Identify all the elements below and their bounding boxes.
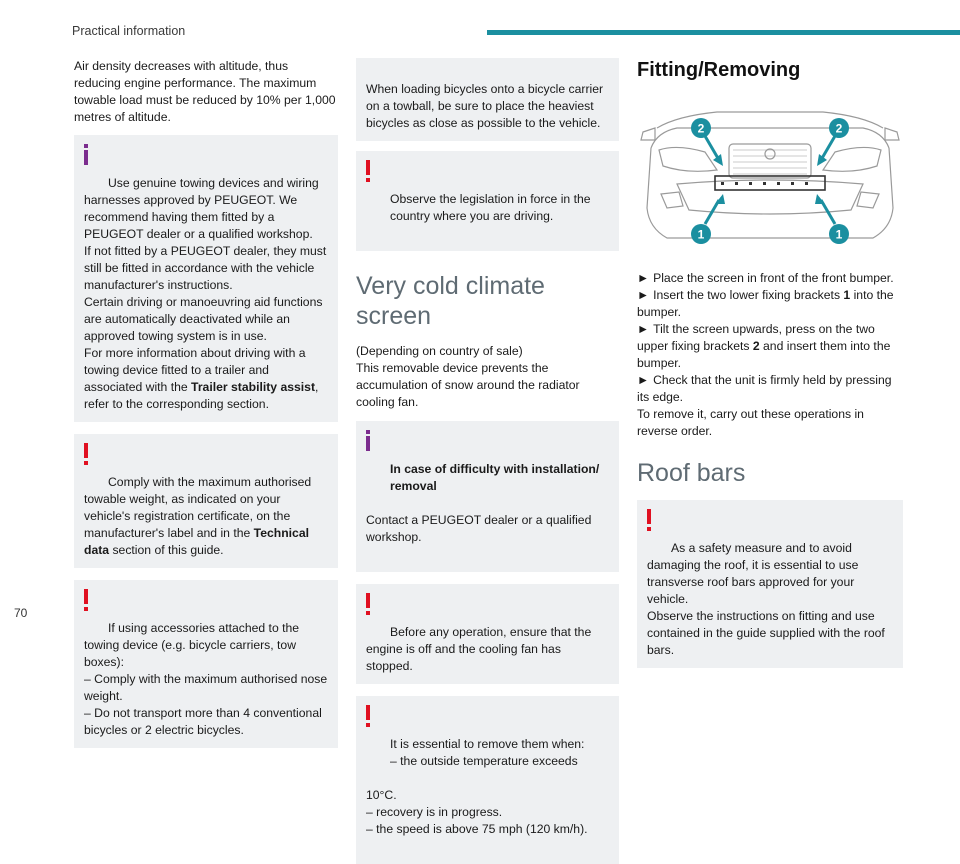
warning-tail: section of this guide.	[109, 543, 224, 557]
column-right	[637, 58, 903, 668]
info-icon	[364, 430, 372, 452]
info-box-installation	[356, 421, 619, 572]
trailer-stability-assist-term: Trailer stability assist	[191, 380, 316, 394]
info-box-towing-devices	[74, 135, 338, 422]
bicycle-loading-text: When loading bicycles onto a bicycle carrier on a towball, be sure to place the heaviest bicycles as close as possible to the vehicle.	[366, 82, 604, 130]
badge-label: 2	[835, 121, 843, 136]
step-1	[637, 270, 903, 287]
step-3	[637, 321, 903, 372]
warning-box-remove-conditions	[356, 696, 619, 864]
header-accent-bar	[487, 30, 960, 35]
altitude-paragraph: Air density decreases with altitude, thus reducing engine performance. The maximum towable load must be reduced by 10% per 1,000 metres of altitude.	[74, 59, 336, 124]
step-text: Tilt the screen upwards, press on the two upper fixing brackets	[637, 322, 875, 353]
arrow-icon: ►	[637, 271, 650, 285]
warning-icon	[82, 589, 90, 611]
heading-fitting-removing: Fitting/Removing	[637, 59, 801, 81]
step-text-tail: into the bumper.	[637, 288, 894, 319]
page-number: 70	[14, 606, 28, 620]
info-box-tail: , refer to the corresponding section.	[84, 380, 319, 411]
warning-text: stopped.	[366, 659, 413, 673]
warning-box-legislation	[356, 151, 619, 251]
warning-first-line: Comply with the maximum authorised towable weight, as indicated on your	[84, 475, 312, 506]
car-front-diagram	[637, 88, 903, 252]
bracket-1-badge-right	[829, 224, 849, 244]
info-box-first-line: Use genuine towing devices and wiring harnesses approved by PEUGEOT. We	[84, 176, 319, 207]
step-2	[637, 287, 903, 321]
step-text: Insert the two lower fixing brackets	[653, 288, 844, 302]
warning-first-line: As a safety measure and to avoid damaging the roof, it is essential to use	[647, 541, 859, 572]
warning-text: transverse roof bars approved for your vehicle. Observe the instructions on fitting and use contained in the guide supplied with the roof bars.	[647, 575, 885, 657]
arrow-icon: ►	[637, 322, 650, 336]
arrow-icon: ►	[637, 373, 650, 387]
heading-cold-climate-screen: Very cold climate screen	[356, 272, 545, 330]
info-icon	[82, 144, 90, 166]
bracket-number: 1	[843, 288, 851, 302]
warning-text: boxes): – Comply with the maximum authorised nose weight. – Do not transport more than 4 conventional bicycles or 2 electric bicycles.	[84, 655, 328, 737]
warning-icon	[82, 443, 90, 465]
warning-first-line: Before any operation, ensure that the engine is off and the cooling fan has	[366, 625, 592, 656]
warning-box-towable-weight	[74, 434, 338, 568]
step-text: Place the screen in front of the front bumper.	[653, 271, 894, 285]
arrow-icon: ►	[637, 288, 650, 302]
heading-roof-bars: Roof bars	[637, 459, 746, 487]
warning-text: vehicle's registration certificate, on the manufacturer's label and in the	[84, 509, 291, 540]
column-left	[74, 58, 338, 748]
bracket-1-badge-left	[691, 224, 711, 244]
warning-icon	[645, 509, 653, 531]
step-text: Check that the unit is firmly held by pressing its edge.	[637, 373, 892, 404]
technical-data-term: Technical data	[84, 526, 309, 557]
badge-label: 1	[835, 227, 843, 242]
legislation-text: Observe the legislation in force in the country where you are driving.	[390, 192, 591, 223]
warning-first-line: If using accessories attached to the towing device (e.g. bicycle carriers, tow	[84, 621, 300, 652]
warning-icon	[364, 593, 372, 615]
bracket-number: 2	[752, 339, 760, 353]
bicycle-loading-box	[356, 58, 619, 141]
remove-instructions: To remove it, carry out these operations in reverse order.	[637, 407, 864, 438]
column-middle	[356, 58, 619, 864]
info-box-text: recommend having them fitted by a PEUGEOT dealer or a qualified workshop. If not fitted by a PEUGEOT dealer, they must still be fitted in accordance with the vehicle manufacturer's instructions. Certain driving or manoeuvring aid functions are automatically deactivated while an approved towing system is in use. For more information about driving with a towing device fitted to a trailer and associated with the	[84, 210, 327, 394]
installation-contact-text: Contact a PEUGEOT dealer or a qualified workshop.	[366, 513, 592, 544]
bracket-2-badge-right	[829, 118, 849, 138]
badge-label: 2	[697, 121, 705, 136]
warning-box-roof-bars	[637, 500, 903, 668]
step-4	[637, 372, 903, 406]
step-text-tail: and insert them into the bumper.	[637, 339, 891, 370]
warning-text: 10°C. – recovery is in progress. – the speed is above 75 mph (120 km/h).	[366, 788, 588, 836]
warning-first-lines: It is essential to remove them when: – the outside temperature exceeds	[390, 737, 585, 768]
installation-difficulty-title: In case of difficulty with installation/ removal	[390, 462, 600, 493]
warning-box-engine-off	[356, 584, 619, 684]
bracket-2-badge-left	[691, 118, 711, 138]
warning-icon	[364, 160, 372, 182]
warning-icon	[364, 705, 372, 727]
warning-box-accessories	[74, 580, 338, 748]
cold-climate-intro: (Depending on country of sale) This removable device prevents the accumulation of snow around the radiator cooling fan.	[356, 344, 580, 409]
fitting-steps	[637, 270, 903, 440]
badge-label: 1	[697, 227, 705, 242]
section-title: Practical information	[72, 24, 186, 38]
